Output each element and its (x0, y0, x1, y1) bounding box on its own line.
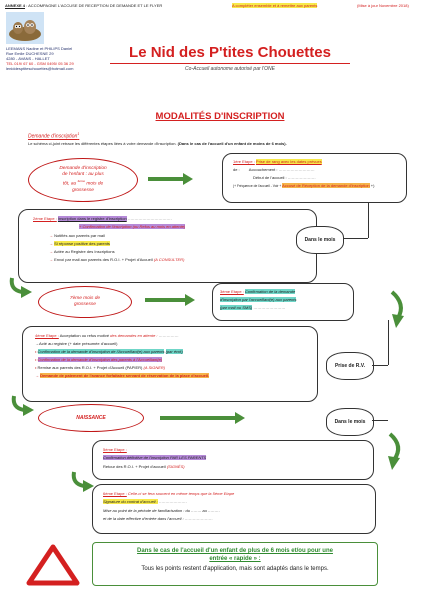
org-subtitle: Co-Accueil autonome autorisé par l'ONE (185, 66, 275, 72)
intro-bold: (Dans le cas de l'accueil d'un enfant de moins de 6 mois). (177, 141, 287, 146)
step5-label: 5ème Etape : (103, 447, 127, 452)
annex-text: : ACCOMPAGNE L'ACCUSE DE RECEPTION DE DEMANDE ET LE FLYER (26, 3, 163, 8)
step2-item-positive: Si réponse positive des parents (54, 241, 110, 246)
curved-arrow-icon (380, 432, 410, 477)
intro-plain: Le schéma ci-joint retrace les différentes étapes liées à votre demande d'inscription. (28, 141, 177, 146)
month7-oval (38, 286, 132, 318)
request-sup: 4ème (77, 179, 86, 184)
side-box-text: Dans le mois (334, 418, 366, 425)
connector-line (372, 365, 388, 366)
step1-label: 1ère Etape : (233, 159, 255, 164)
step3-line: d'inscription par l'accueillant(e) aux parents (220, 297, 297, 302)
step2-label: 2ème Etape : (33, 216, 57, 221)
step1-ack-highlight: Accusé de Réception de la demande d'inscription (282, 183, 370, 188)
section-title (28, 131, 79, 140)
step6-line: et de la date effective d'entrée dans l'accueil : (103, 516, 184, 521)
side-box-prise-rv (326, 352, 374, 380)
contact-line: 4280 - AVANS - HALLET (6, 56, 50, 61)
header-strip (5, 3, 430, 8)
step1-box: 1ère Etape : Prise de rang avec les dates prévues de : Accouchement : ……………………… Début de l'accueil : ………………… (+ Fréquence de l'accueil - Voir + Accusé de Réception de la demande d'inscription +) (222, 153, 407, 203)
step4-line: Confirmation de la demande d'inscription de l'Accueillant(e) aux parents (37, 349, 165, 354)
page-title: MODALITÉS D'INSCRIPTION (155, 111, 285, 122)
footer-box (92, 542, 378, 586)
step6-line: Signature du contrat d'accueil : (103, 499, 158, 504)
step1-title: Prise de rang avec les dates prévues (255, 159, 322, 164)
step2-box: 2ème Etape : Inscription dans le registre d'inscription …………………………… + Confirmation de l'inscription (ou Refus au mois en attente) → Notifiés aux parents par mail → Si réponse positive des parents → Actée au Registre des Inscriptions → Envoi par mail aux parents des R.O.I. + Projet d'Accueil (A CONSULTER) (18, 209, 317, 283)
arrow-right-icon (145, 296, 195, 304)
header-note: A compléter ensemble et à remettre aux parents (232, 3, 318, 8)
step2-dots: …………………………… (127, 216, 172, 221)
contact-email[interactable]: leniddesptiteschouettes@hotmail.com (6, 66, 74, 71)
step1-field-start: Début de l'accueil : (253, 175, 287, 180)
arrow-right-icon (148, 175, 193, 183)
step6-box: 6ème Etape : Celle-ci se fera souvent en même temps que la 5ème Etape Signature du contrat d'accueil : ………………… Mise au point de la période de familiarisation : du …….. au ……… et de la date effective d'entrée dans l'accueil : ………………… (92, 484, 376, 534)
birth-oval (38, 404, 144, 432)
footer-line: Tous les points restent d'application, mais sont adaptés dans le temps. (141, 566, 329, 572)
step2-item: Actée au Registre des Inscriptions (53, 249, 115, 254)
contact-line: TEL 019/ 67 60 - GSM 0495/ 05 36 29 (6, 61, 74, 66)
month7-line: grossesse (74, 302, 96, 307)
request-line: de l'enfant : au plus (62, 172, 104, 178)
side-box-text: Prise de R.V. (334, 362, 366, 369)
side-box-dans-le-mois-2 (326, 408, 374, 436)
step4-label: 4ème Etape : (35, 333, 59, 338)
intro-text (28, 141, 428, 146)
section-footnote-mark: 1 (77, 132, 80, 136)
step4-payment: Demande de paiement de l'avance forfaitaire servant de réservation de la place d'accueil. (40, 373, 210, 378)
owl-logo (6, 12, 44, 44)
arrow-right-icon (160, 414, 245, 422)
request-line: tôt, au (62, 181, 77, 187)
request-line: grossesse (72, 187, 94, 193)
step4-line: →Acté au registre (+ date présumée d'accueil) (35, 341, 118, 346)
step3-label: 3ème Etape : (220, 289, 244, 294)
step2-sub: + Confirmation de l'inscription (ou Refus au mois en attente) (79, 224, 186, 229)
warning-triangle-icon (26, 544, 80, 591)
step1-field-frequency: (+ Fréquence de l'accueil - Voir + (233, 184, 282, 188)
step4-line: Remise aux parents des R.O.I. + Projet d'Accueil (PAPIER) (37, 365, 143, 370)
section-title-text: Demande d'inscription (28, 133, 78, 140)
header-update: (Mise à jour Novembre 2018) (357, 3, 409, 8)
curved-arrow-icon (8, 394, 38, 421)
step4-line: (par écrit) (165, 349, 183, 354)
step3-line: Confirmation de la demande (244, 289, 296, 294)
connector-line (388, 320, 389, 365)
connector-line (344, 238, 368, 239)
title-rule (110, 63, 350, 64)
step3-box: 3ème Etape : Confirmation de la demande d'inscription par l'accueillant(e) aux parents (par mail ou SMS) …………………… (212, 283, 354, 321)
step1-ack-end: +) (370, 183, 375, 188)
connector-line (372, 420, 388, 421)
step6-label: 6ème Etape : (103, 491, 127, 496)
contact-line: LEEMANS Nadine et PHILIPS Daniel (6, 46, 73, 51)
request-oval (28, 158, 138, 202)
side-box-dans-le-mois (296, 226, 344, 254)
step3-line: (par mail ou SMS) (220, 305, 253, 310)
side-box-text: Dans le mois (304, 236, 336, 243)
step1-field-birth: Accouchement : (248, 167, 278, 172)
step5-box (92, 440, 374, 480)
step1-de: de : (233, 167, 240, 172)
contact-block (6, 46, 96, 71)
step2-item: Envoi par mail aux parents des R.O.I. + Projet d'Accueil (54, 257, 153, 262)
request-line: mois de (86, 181, 104, 187)
step4-sign: (A SIGNER) (143, 365, 166, 370)
step2-title: Inscription dans le registre d'inscription (57, 216, 127, 221)
footer-line: Dans le cas de l'accueil d'un enfant de plus de 6 mois et/ou pour une (137, 548, 333, 554)
step4-line: Confirmation de la demande d'inscription des parents à l'Accueillant(e) (37, 357, 163, 362)
step5-line: Confirmation définitive de l'inscription PAR LES PARENTS (103, 455, 207, 460)
step4-title: Acceptation ou refus motivé (59, 333, 110, 338)
step6-line: Mise au point de la période de familiarisation : du …….. au ……… (103, 508, 220, 513)
birth-text: NAISSANCE (76, 414, 106, 421)
request-line: Demande d'inscription (59, 166, 107, 172)
step5-line: Retour des R.O.I. + Projet d'accueil (103, 464, 166, 469)
footer-line: entrée « rapide » : (209, 556, 261, 562)
step6-title: Celle-ci se fera souvent en même temps que la 5ème Etape (127, 491, 235, 496)
step4-title-red: des demandes en attente : (110, 333, 158, 338)
curved-arrow-icon (6, 276, 36, 303)
step4-box: 4ème Etape : Acceptation ou refus motivé des demandes en attente : …………… →Acté au registre (+ date présumée d'accueil) • Confirmation de la demande d'inscription de l'Accueillant(e) aux parents (par écrit) • Confirmation de la demande d'inscription des parents à l'Accueillant(e) • Remise aux parents des R.O.I. + Projet d'Accueil (PAPIER) (A SIGNER) → Demande de paiement de l'avance forfaitaire servant de réservation de la place d'accueil. (22, 326, 318, 402)
org-title: Le Nid des P'tites Chouettes (129, 44, 331, 61)
step5-signed: (SIGNÉS) (166, 464, 185, 469)
month7-line: 7ème mois de (69, 296, 101, 301)
step2-consult: (A CONSULTER) (153, 257, 185, 262)
step2-item: Notifiés aux parents par mail (54, 233, 105, 238)
contact-line: Rue Emile DUCHESNE 29 (6, 51, 54, 56)
connector-line (368, 202, 369, 238)
annex-tag: ANNEXE 4 (5, 3, 26, 8)
